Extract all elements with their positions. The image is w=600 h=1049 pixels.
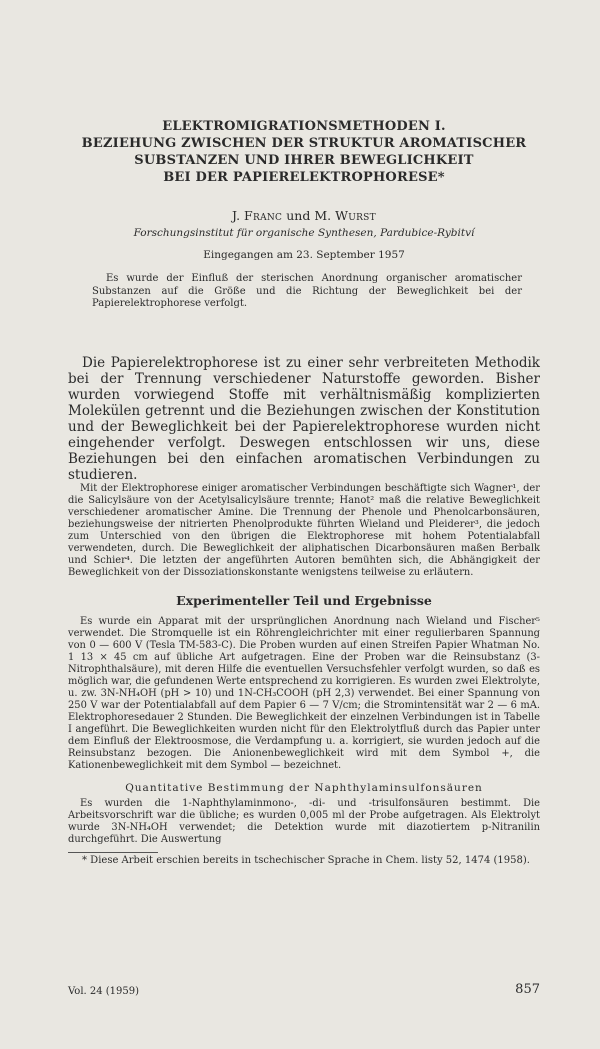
author-2-surname: Wurst <box>335 208 376 223</box>
affiliation: Forschungsinstitut für organische Synthesen, Pardubice-Rybitví <box>133 227 475 239</box>
author-1-initial: J. <box>232 208 245 223</box>
author-line <box>68 208 540 223</box>
abstract-text: Es wurde der Einfluß der sterischen Anordnung organischer aromatischer Substanzen auf die Größe und die Richtung der Beweglichkeit bei der Papierelektrophorese verfolgt. <box>92 273 522 309</box>
abstract <box>92 273 522 311</box>
page-number: 857 <box>515 982 540 997</box>
volume-label: Vol. 24 (1959) <box>68 986 140 997</box>
footnote-rule <box>68 852 158 853</box>
body-paragraph-1: Mit der Elektrophorese einiger aromatischer Verbindungen beschäftigte sich Wagner¹, der die Salicylsäure von der Acetylsalicylsäure trennte; Hanot² maß die relative Beweglichkeit verschiedener aromatischer Amine. Die Trennung der Phenole und Phenolcarbonsäuren, beziehungsweise der nitrierten Phenolprodukte führten Wieland und Pleiderer³, die jedoch zum Unterschied von den übrigen die Elektrophorese mit hohem Potentialabfall verwendeten, durch. Die Beweglichkeit der aliphatischen Dicarbonsäuren maßen Berbalk und Schier⁴. Die letzten der angeführten Autoren bemühten sich, die Abhängigkeit der Beweglichkeit von der Dissoziationskonstante wenigstens teilweise zu erläutern. <box>68 482 540 578</box>
author-2-initial: M. <box>314 208 336 223</box>
author-connector: und <box>282 208 315 223</box>
title-line-1: ELEKTROMIGRATIONSMETHODEN I. <box>162 119 446 134</box>
intro-paragraph: Die Papierelektrophorese ist zu einer sehr verbreiteten Methodik bei der Trennung verschiedener Naturstoffe geworden. Bisher wurden vorwiegend Stoffe mit verhältnismäßig komplizierten Molekülen getrennt und die Beziehungen zwischen der Konstitution und der Beweglichkeit bei der Papierelektrophorese wurden nicht eingehender verfolgt. Deswegen entschlossen wir uns, diese Beziehungen bei den einfachen aromatischen Verbindungen zu studieren. <box>68 354 540 483</box>
body-paragraph-2: Es wurde ein Apparat mit der ursprünglichen Anordnung nach Wieland und Fischer⁵ verwendet. Die Stromquelle ist ein Röhrengleichrichter mit einer regulierbaren Spannung von 0 — 600 V (Tesla TM-583-C). Die Proben wurden auf einen Streifen Papier Whatman No. 1 13 × 45 cm auf übliche Art aufgetragen. Eine der Proben war die Reinsubstanz (3-Nitrophthalsäure), mit deren Hilfe die eventuellen Versuchsfehler verfolgt wurden, so daß es möglich war, die gefundenen Werte entsprechend zu korrigieren. Es wurden zwei Elektrolyte, u. zw. 3N-NH₄OH (pH > 10) und 1N-CH₃COOH (pH 2,3) verwendet. Bei einer Spannung von 250 V war der Potentialabfall auf dem Papier 6 — 7 V/cm; die Stromintensität war 2 — 6 mA. Elektrophoresedauer 2 Stunden. Die Beweglichkeit der einzelnen Verbindungen ist in Tabelle I angeführt. Die Beweglichkeiten wurden nicht für den Elektrolytfluß durch das Papier unter dem Einfluß der Elektroosmose, die Verdampfung u. a. korrigiert, sie wurden jedoch auf die Reinsubstanz bezogen. Die Anionenbeweglichkeit wird mit dem Symbol +, die Kationenbeweglichkeit mit dem Symbol — bezeichnet. <box>68 615 540 771</box>
title-line-4: BEI DER PAPIERELEKTROPHORESE* <box>163 170 445 185</box>
journal-page <box>0 118 600 1049</box>
author-1-surname: Franc <box>244 208 283 223</box>
subsection-heading: Quantitative Bestimmung der Naphthylaminsulfonsäuren <box>125 781 483 794</box>
title-line-3: SUBSTANZEN UND IHRER BEWEGLICHKEIT <box>134 153 474 168</box>
section-heading: Experimenteller Teil und Ergebnisse <box>176 592 432 608</box>
article-title <box>68 118 540 186</box>
title-line-2: BEZIEHUNG ZWISCHEN DER STRUKTUR AROMATISCHER <box>81 136 527 151</box>
received-date: Eingegangen am 23. September 1957 <box>203 249 405 261</box>
footnote: * Diese Arbeit erschien bereits in tschechischer Sprache in Chem. listy 52, 1474 (1958). <box>82 854 530 866</box>
body-paragraph-3: Es wurden die 1-Naphthylaminmono-, -di- und -trisulfonsäuren bestimmt. Die Arbeitsvorschrift war die übliche; es wurden 0,005 ml der Probe aufgetragen. Als Elektrolyt wurde 3N-NH₄OH verwendet; die Detektion wurde mit diazotiertem p-Nitranilin durchgeführt. Die Auswertung <box>68 797 540 845</box>
